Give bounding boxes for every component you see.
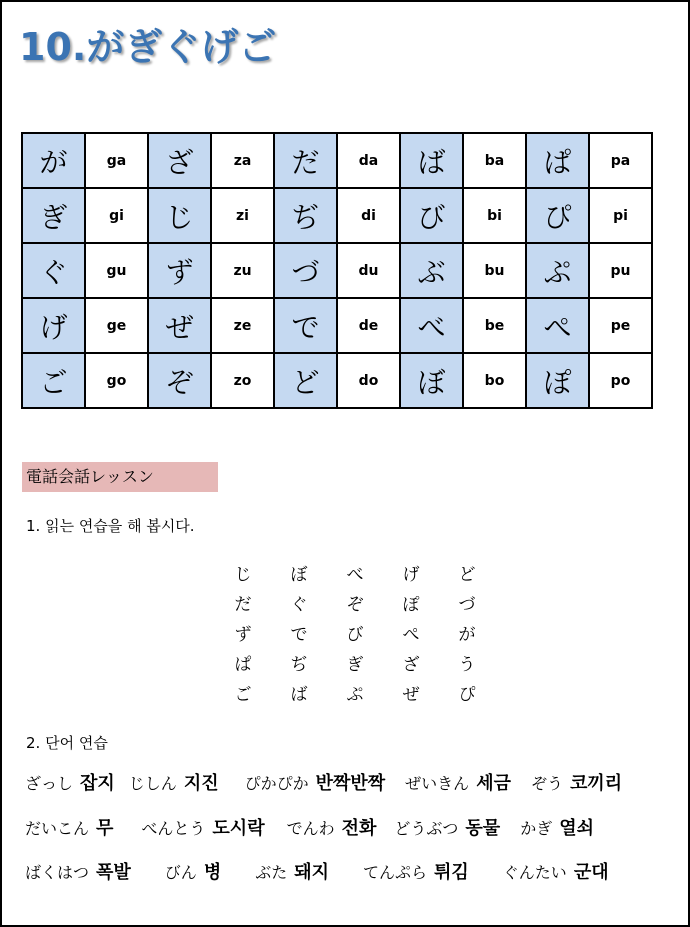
kana-cell: び — [400, 188, 463, 243]
vocab-korean: 세금 — [476, 773, 511, 794]
romaji-cell: za — [211, 133, 274, 188]
vocab-japanese: ぶた — [255, 863, 288, 882]
reading-char: ば — [290, 685, 308, 705]
kana-cell: ぐ — [22, 243, 85, 298]
romaji-cell: de — [337, 298, 400, 353]
vocab-korean: 튀김 — [434, 862, 469, 883]
vocab-japanese: ざっし — [25, 774, 74, 793]
romaji-cell: zi — [211, 188, 274, 243]
kana-cell: ぶ — [400, 243, 463, 298]
romaji-cell: pi — [589, 188, 652, 243]
reading-char: ご — [234, 685, 252, 705]
vocab-japanese: ぜいきん — [405, 774, 470, 793]
vocab-row — [25, 814, 594, 840]
vocab-japanese: どうぶつ — [394, 819, 459, 838]
kana-cell: ぺ — [526, 298, 589, 353]
reading-char: だ — [234, 595, 252, 615]
reading-grid — [215, 560, 495, 710]
reading-char: げ — [402, 565, 420, 585]
kana-cell: ど — [274, 353, 337, 408]
romaji-cell: du — [337, 243, 400, 298]
vocab-japanese: ぴかぴか — [244, 774, 309, 793]
romaji-cell: pa — [589, 133, 652, 188]
vocab-japanese: べんとう — [141, 819, 206, 838]
kana-cell: ぱ — [526, 133, 589, 188]
reading-char: ぼ — [290, 565, 308, 585]
reading-char: ぺ — [402, 625, 420, 645]
reading-char: じ — [234, 565, 252, 585]
kana-cell: ご — [22, 353, 85, 408]
kana-table-row — [22, 243, 652, 298]
reading-char: ど — [458, 565, 476, 585]
reading-char: ぎ — [346, 655, 364, 675]
kana-table — [21, 132, 653, 409]
vocab-korean: 폭발 — [96, 862, 131, 883]
vocab-korean: 도시락 — [212, 818, 265, 839]
romaji-cell: bo — [463, 353, 526, 408]
kana-cell: ぎ — [22, 188, 85, 243]
vocab-japanese: てんぷら — [363, 863, 428, 882]
vocab-korean: 반짝반짝 — [315, 773, 386, 794]
vocab-japanese: ばくはつ — [25, 863, 90, 882]
reading-char: う — [458, 655, 476, 675]
reading-char: で — [290, 625, 308, 645]
instruction-vocab: 2. 단어 연습 — [26, 734, 108, 752]
romaji-cell: ba — [463, 133, 526, 188]
romaji-cell: di — [337, 188, 400, 243]
kana-cell: げ — [22, 298, 85, 353]
romaji-cell: gu — [85, 243, 148, 298]
vocab-japanese: ぐんたい — [502, 863, 567, 882]
section-heading: 電話会話レッスン — [22, 462, 218, 492]
romaji-cell: ge — [85, 298, 148, 353]
kana-cell: じ — [148, 188, 211, 243]
vocab-korean: 돼지 — [294, 862, 329, 883]
kana-cell: ぞ — [148, 353, 211, 408]
reading-char: ぞ — [346, 595, 364, 615]
kana-table-row — [22, 188, 652, 243]
vocab-korean: 전화 — [341, 818, 377, 839]
romaji-cell: da — [337, 133, 400, 188]
vocab-row — [25, 858, 609, 884]
reading-char: ず — [234, 625, 252, 645]
kana-cell: ぼ — [400, 353, 463, 408]
kana-cell: ぴ — [526, 188, 589, 243]
romaji-cell: go — [85, 353, 148, 408]
kana-cell: づ — [274, 243, 337, 298]
vocab-korean: 군대 — [573, 862, 609, 883]
vocab-japanese: かぎ — [520, 819, 553, 838]
vocab-row — [25, 769, 622, 795]
reading-char: ぴ — [458, 685, 476, 705]
romaji-cell: ga — [85, 133, 148, 188]
reading-char: ぽ — [402, 595, 420, 615]
kana-cell: ぽ — [526, 353, 589, 408]
vocab-korean: 무 — [96, 818, 114, 839]
vocab-japanese: じしん — [128, 774, 177, 793]
reading-char: ざ — [402, 655, 420, 675]
romaji-cell: zo — [211, 353, 274, 408]
vocab-japanese: だいこん — [25, 819, 90, 838]
vocab-japanese: でんわ — [286, 819, 335, 838]
romaji-cell: be — [463, 298, 526, 353]
kana-cell: が — [22, 133, 85, 188]
kana-cell: ぜ — [148, 298, 211, 353]
page-title: 10.がぎぐげご — [19, 25, 277, 69]
reading-char: が — [458, 625, 476, 645]
romaji-cell: zu — [211, 243, 274, 298]
vocab-japanese: びん — [164, 863, 197, 882]
romaji-cell: pu — [589, 243, 652, 298]
kana-cell: だ — [274, 133, 337, 188]
kana-cell: ず — [148, 243, 211, 298]
romaji-cell: bi — [463, 188, 526, 243]
romaji-cell: bu — [463, 243, 526, 298]
vocab-korean: 지진 — [183, 773, 219, 794]
kana-table-row — [22, 353, 652, 408]
kana-cell: ぢ — [274, 188, 337, 243]
reading-char: ぐ — [290, 595, 308, 615]
kana-cell: べ — [400, 298, 463, 353]
kana-table-row — [22, 298, 652, 353]
romaji-cell: do — [337, 353, 400, 408]
romaji-cell: ze — [211, 298, 274, 353]
vocab-korean: 병 — [203, 862, 222, 883]
romaji-cell: po — [589, 353, 652, 408]
vocab-korean: 코끼리 — [569, 773, 623, 794]
kana-cell: ざ — [148, 133, 211, 188]
vocab-korean: 잡지 — [80, 773, 115, 794]
reading-char: ぜ — [402, 685, 420, 705]
reading-char: ぢ — [290, 655, 308, 675]
reading-char: び — [346, 625, 364, 645]
kana-table-row — [22, 133, 652, 188]
kana-cell: で — [274, 298, 337, 353]
romaji-cell: pe — [589, 298, 652, 353]
vocab-korean: 동물 — [465, 818, 501, 839]
vocab-korean: 열쇠 — [559, 818, 594, 839]
kana-cell: ば — [400, 133, 463, 188]
reading-char: ぷ — [346, 685, 364, 705]
romaji-cell: gi — [85, 188, 148, 243]
reading-char: ぱ — [234, 655, 252, 675]
instruction-reading: 1. 읽는 연습을 해 봅시다. — [26, 517, 195, 535]
vocab-japanese: ぞう — [530, 774, 563, 793]
reading-char: づ — [458, 595, 476, 615]
kana-cell: ぷ — [526, 243, 589, 298]
reading-char: べ — [346, 565, 364, 585]
